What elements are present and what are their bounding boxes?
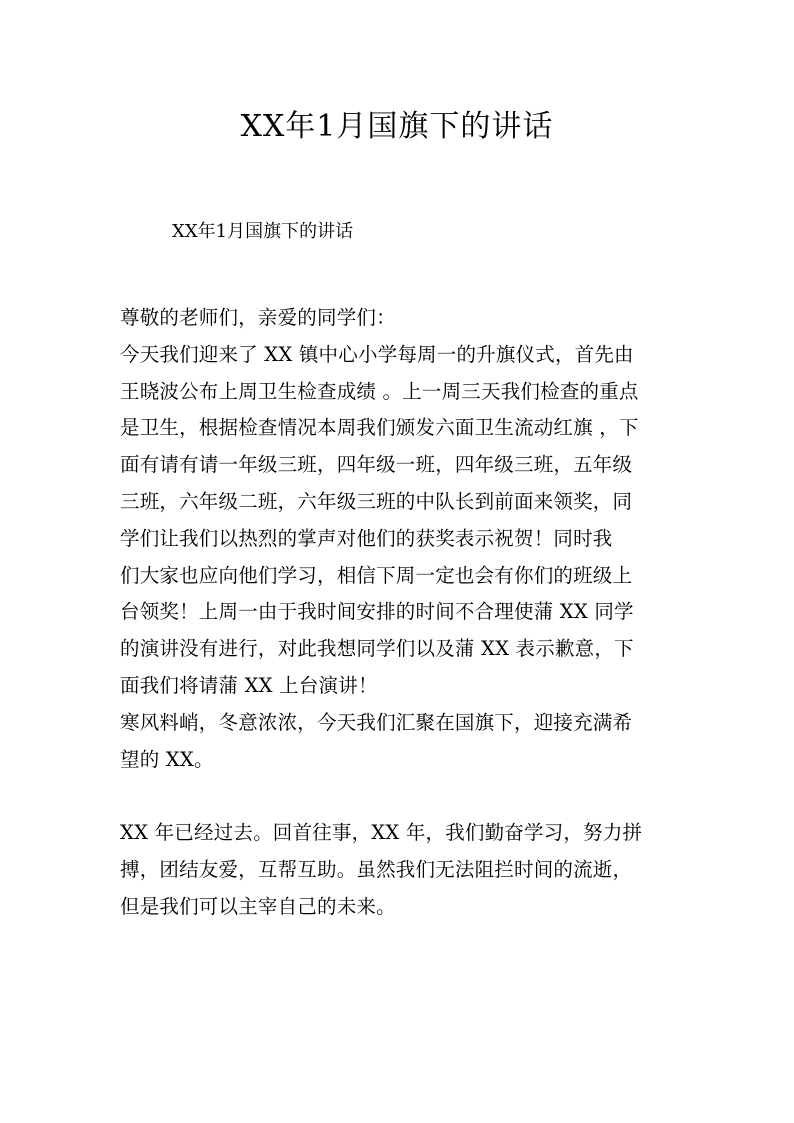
document-body (120, 300, 680, 926)
text-line: 是卫生，根据检查情况本周我们颁发六面卫生流动红旗 ，下 (120, 416, 639, 440)
text-line: 望的 XX。 (120, 747, 214, 771)
text-line: 面我们将请蒲 XX 上台演讲！ (120, 673, 378, 697)
paragraph-announcement (120, 337, 680, 705)
paragraph-spacer (120, 778, 680, 815)
text-line: 的演讲没有进行，对此我想同学们以及蒲 XX 表示歉意，下 (120, 637, 634, 661)
text-line: 寒风料峭，冬意浓浓，今天我们汇聚在国旗下，迎接充满希 (120, 710, 633, 734)
text-line: 台领奖！上周一由于我时间安排的时间不合理使蒲 XX 同学 (120, 600, 634, 624)
text-line: XX 年已经过去。回首往事，XX 年，我们勤奋学习，努力拼 (120, 821, 643, 845)
paragraph-winter (120, 705, 680, 779)
paragraph-review (120, 815, 680, 925)
text-line: 面有请有请一年级三班，四年级一班，四年级三班，五年级 (120, 453, 633, 477)
paragraph-salutation (120, 300, 680, 337)
document-subtitle: XX年1月国旗下的讲话 (172, 221, 354, 242)
text-line: 王晓波公布上周卫生检查成绩 。上一周三天我们检查的重点 (120, 379, 639, 403)
text-line: 尊敬的老师们，亲爱的同学们： (120, 306, 396, 329)
text-line: 但是我们可以主宰自己的未来。 (120, 894, 396, 918)
text-line: 们大家也应向他们学习，相信下周一定也会有你们的班级上 (120, 563, 633, 587)
text-line: 学们让我们以热烈的掌声对他们的获奖表示祝贺！同时我 (120, 526, 613, 550)
text-line: 今天我们迎来了 XX 镇中心小学每周一的升旗仪式，首先由 (120, 342, 634, 366)
document-title: XX年1月国旗下的讲话 (240, 109, 554, 144)
text-line: 三班，六年级二班，六年级三班的中队长到前面来领奖，同 (120, 489, 633, 513)
text-line: 搏，团结友爱，互帮互助。虽然我们无法阻拦时间的流逝， (120, 857, 633, 881)
